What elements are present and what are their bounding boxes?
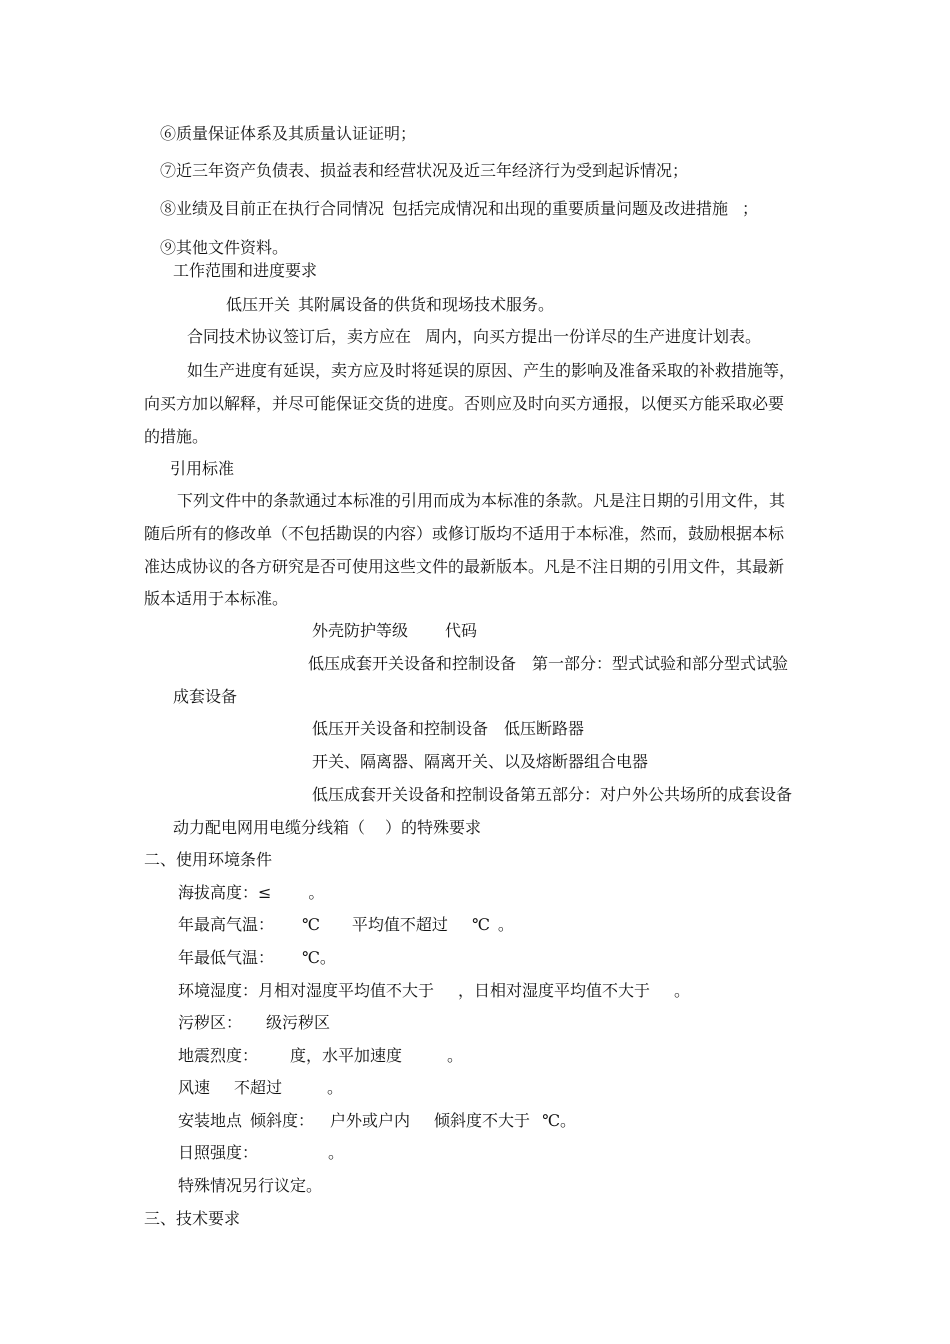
condition-line: 特殊情况另行议定。 xyxy=(178,1176,323,1195)
standard-item: 成套设备 xyxy=(173,687,238,706)
standard-item: 外壳防护等级 代码 xyxy=(312,621,478,640)
condition-line: 海拔高度：≤ 。 xyxy=(178,883,325,902)
condition-line: 年最低气温： ℃。 xyxy=(178,948,336,967)
doc-line: ⑥质量保证体系及其质量认证证明； xyxy=(160,124,417,143)
condition-line: 环境湿度：月相对湿度平均值不大于 ，日相对湿度平均值不大于 。 xyxy=(178,981,691,1000)
section-heading: 引用标准 xyxy=(170,459,235,478)
doc-line: 如生产进度有延误，卖方应及时将延误的原因、产生的影响及准备采取的补救措施等， xyxy=(187,361,796,380)
condition-line: 风速 不超过 。 xyxy=(178,1078,344,1097)
doc-line: ⑨其他文件资料。 xyxy=(160,238,289,257)
condition-line: 地震烈度： 度，水平加速度 。 xyxy=(178,1046,464,1065)
doc-line: ⑧业绩及目前正在执行合同情况 包括完成情况和出现的重要质量问题及改进措施 ； xyxy=(160,199,759,218)
section-heading: 三、技术要求 xyxy=(144,1209,241,1228)
standard-item: 低压开关设备和控制设备 低压断路器 xyxy=(312,719,585,738)
condition-line: 年最高气温： ℃ 平均值不超过 ℃ 。 xyxy=(178,915,514,934)
standard-item: 低压成套开关设备和控制设备 第一部分：型式试验和部分型式试验 xyxy=(308,654,789,673)
standard-item: 动力配电网用电缆分线箱（ ）的特殊要求 xyxy=(173,818,482,837)
doc-line: 低压开关 其附属设备的供货和现场技术服务。 xyxy=(226,295,555,314)
standard-item: 开关、隔离器、隔离开关、以及熔断器组合电器 xyxy=(312,752,649,771)
condition-line: 安装地点 倾斜度： 户外或户内 倾斜度不大于 ℃。 xyxy=(178,1111,576,1130)
condition-line: 污秽区： 级污秽区 xyxy=(178,1013,331,1032)
doc-line: 准达成协议的各方研究是否可使用这些文件的最新版本。凡是不注日期的引用文件，其最新 xyxy=(144,557,785,576)
doc-line: 随后所有的修改单（不包括勘误的内容）或修订版均不适用于本标准，然而，鼓励根据本标 xyxy=(144,524,785,543)
section-heading: 工作范围和进度要求 xyxy=(173,261,318,280)
doc-line: 版本适用于本标准。 xyxy=(144,589,289,608)
section-heading: 二、使用环境条件 xyxy=(144,850,273,869)
doc-line: 下列文件中的条款通过本标准的引用而成为本标准的条款。凡是注日期的引用文件，其 xyxy=(177,491,786,510)
condition-line: 日照强度： 。 xyxy=(178,1143,345,1162)
doc-line: 合同技术协议签订后，卖方应在 周内，向买方提出一份详尽的生产进度计划表。 xyxy=(187,327,762,346)
doc-line: 向买方加以解释，并尽可能保证交货的进度。否则应及时向买方通报，以便买方能采取必要 xyxy=(144,394,785,413)
standard-item: 低压成套开关设备和控制设备第五部分：对户外公共场所的成套设备 xyxy=(312,785,793,804)
doc-line: ⑦近三年资产负债表、损益表和经营状况及近三年经济行为受到起诉情况； xyxy=(160,161,689,180)
doc-line: 的措施。 xyxy=(144,427,209,446)
